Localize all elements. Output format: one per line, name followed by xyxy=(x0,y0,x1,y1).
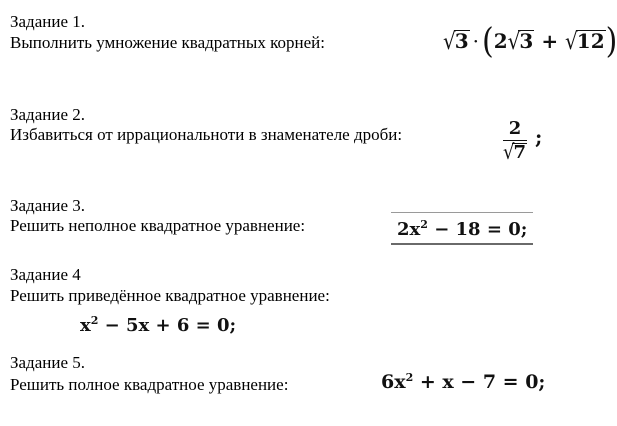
task-1-instruction: Выполнить умножение квадратных корней: xyxy=(10,33,325,52)
task-3-equation: $2x^2 - 18 = 0$; xyxy=(391,212,533,245)
semicolon: ; xyxy=(535,124,543,149)
fraction-denominator: √7 xyxy=(503,140,527,165)
fraction xyxy=(503,118,527,163)
task-4-instruction: Решить приведённое квадратное уравнение: xyxy=(10,286,330,305)
task-5-equation: $6x^2 + x - 7 = 0$; xyxy=(381,371,546,393)
multiply-dot: · xyxy=(472,29,480,53)
task-2-expression xyxy=(503,118,542,163)
task-1-expression xyxy=(443,21,617,62)
fraction-numerator: 2 xyxy=(503,118,527,141)
radical-sqrt3-inner: √3 xyxy=(507,27,534,55)
task-5-instruction: Решить полное квадратное уравнение: xyxy=(10,375,289,394)
task-2-instruction: Избавиться от иррациональноти в знаменателе дроби: xyxy=(10,125,403,144)
radical-sqrt3: √3 xyxy=(443,27,469,55)
close-paren: ) xyxy=(605,21,617,62)
task-3-title: Задание 3. xyxy=(10,196,85,215)
task-4-title: Задание 4 xyxy=(10,265,81,284)
task-3-instruction: Решить неполное квадратное уравнение: xyxy=(10,216,306,235)
coefficient: 2 xyxy=(493,29,508,53)
open-paren: ( xyxy=(482,21,494,62)
task-2-title: Задание 2. xyxy=(10,105,85,124)
plus-sign: + xyxy=(541,29,559,53)
radical-sqrt12: √12 xyxy=(565,27,605,55)
task-5-title: Задание 5. xyxy=(10,353,85,372)
task-1-title: Задание 1. xyxy=(10,12,85,31)
task-4-equation: $x^2 - 5x + 6 = 0$; xyxy=(80,314,237,336)
